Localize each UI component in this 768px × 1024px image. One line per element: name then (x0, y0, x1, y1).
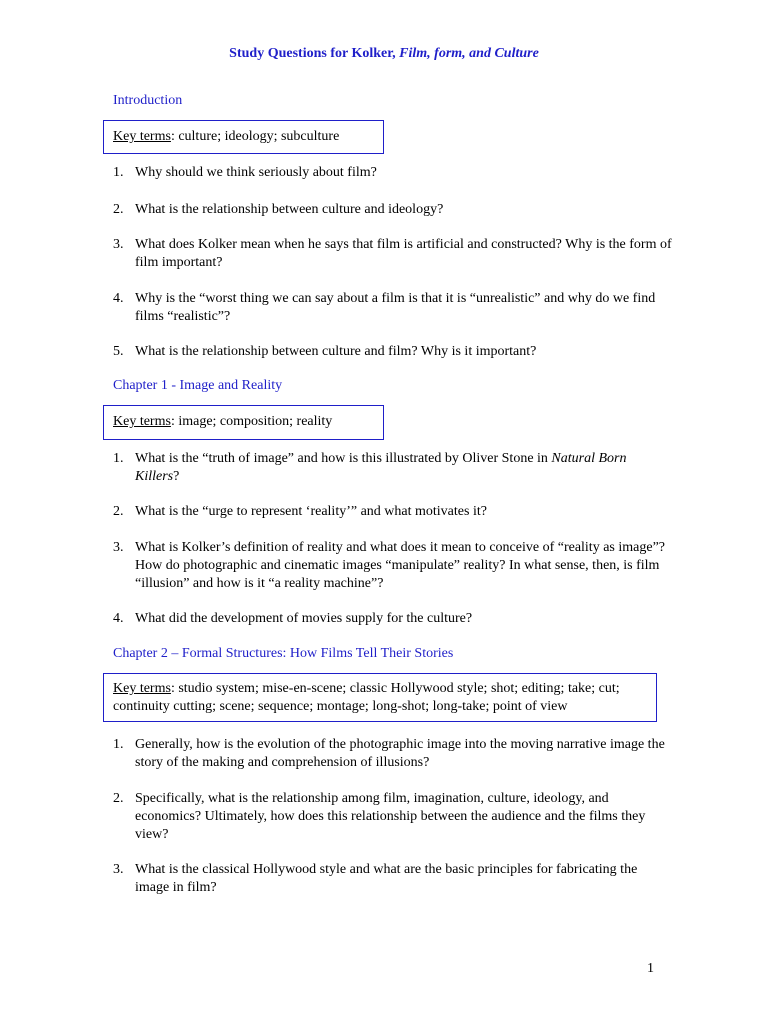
question-number: 2. (113, 504, 124, 519)
section-heading-introduction: Introduction (113, 93, 183, 108)
section-heading-chapter-1: Chapter 1 - Image and Reality (113, 378, 283, 393)
question-number: 2. (113, 791, 124, 806)
question-text: What is the relationship between culture and ideology? (135, 202, 444, 217)
question-text: What is the classical Hollywood style and what are the basic principles for fabricating the image in film? (135, 862, 638, 895)
key-terms-text: : image; composition; reality (170, 414, 333, 429)
question-item (113, 201, 673, 219)
question-number: 5. (113, 344, 124, 359)
question-text: What does Kolker mean when he says that film is artificial and constructed? Why is the form of film important? (135, 237, 672, 270)
question-item (113, 290, 673, 326)
question-item (113, 343, 673, 361)
key-terms-box (103, 405, 384, 440)
title-book: Film, form, and Culture (399, 46, 539, 61)
question-item (113, 164, 673, 182)
question-number: 4. (113, 611, 124, 626)
question-item (113, 736, 673, 772)
question-text: What did the development of movies supply for the culture? (135, 611, 473, 626)
question-number: 1. (113, 165, 124, 180)
key-terms-text: : culture; ideology; subculture (170, 129, 340, 144)
document-title (0, 46, 768, 62)
question-number: 3. (113, 540, 124, 555)
film-title: Natural Born Killers (135, 451, 627, 484)
key-terms-box (103, 673, 657, 722)
page-number: 1 (647, 961, 654, 976)
question-number: 2. (113, 202, 124, 217)
question-item (113, 450, 673, 486)
question-text: Why is the “worst thing we can say about a film is that it is “unrealistic” and why do we find films “realistic”? (135, 291, 656, 324)
question-item (113, 790, 673, 844)
question-text: What is the “urge to represent ‘reality’” and what motivates it? (135, 504, 487, 519)
key-terms-label: Key terms (113, 129, 171, 144)
question-item (113, 236, 673, 272)
question-number: 4. (113, 291, 124, 306)
key-terms-text: : studio system; mise-en-scene; classic Hollywood style; shot; editing; take; cut; continuity cutting; scene; sequence; montage; long-shot; long-take; point of view (113, 681, 620, 714)
question-text: What is Kolker’s definition of reality and what does it mean to conceive of “reality as image”? How do photographic and cinematic images “manipulate” reality? In what sense, then, is film “illusion” and how is it “a reality machine”? (135, 540, 665, 591)
question-item (113, 503, 673, 521)
key-terms-label: Key terms (113, 414, 171, 429)
key-terms-label: Key terms (113, 681, 171, 696)
question-item (113, 539, 673, 593)
question-text: What is the relationship between culture and film? Why is it important? (135, 344, 537, 359)
question-item (113, 610, 673, 628)
section-heading-chapter-2: Chapter 2 – Formal Structures: How Films Tell Their Stories (113, 646, 454, 661)
key-terms-box (103, 120, 384, 154)
question-text: What is the “truth of image” and how is this illustrated by Oliver Stone in Natural Born Killers? (135, 451, 627, 484)
question-item (113, 861, 673, 897)
question-text: Specifically, what is the relationship among film, imagination, culture, ideology, and economics? Ultimately, how does this relationship between the audience and the films they view? (135, 791, 646, 842)
question-text: Generally, how is the evolution of the photographic image into the moving narrative image the story of the making and comprehension of illusions? (135, 737, 665, 770)
title-prefix: Study Questions for Kolker, (229, 46, 396, 61)
question-number: 1. (113, 737, 124, 752)
question-number: 1. (113, 451, 124, 466)
question-number: 3. (113, 862, 124, 877)
question-number: 3. (113, 237, 124, 252)
question-text: Why should we think seriously about film? (135, 165, 377, 180)
